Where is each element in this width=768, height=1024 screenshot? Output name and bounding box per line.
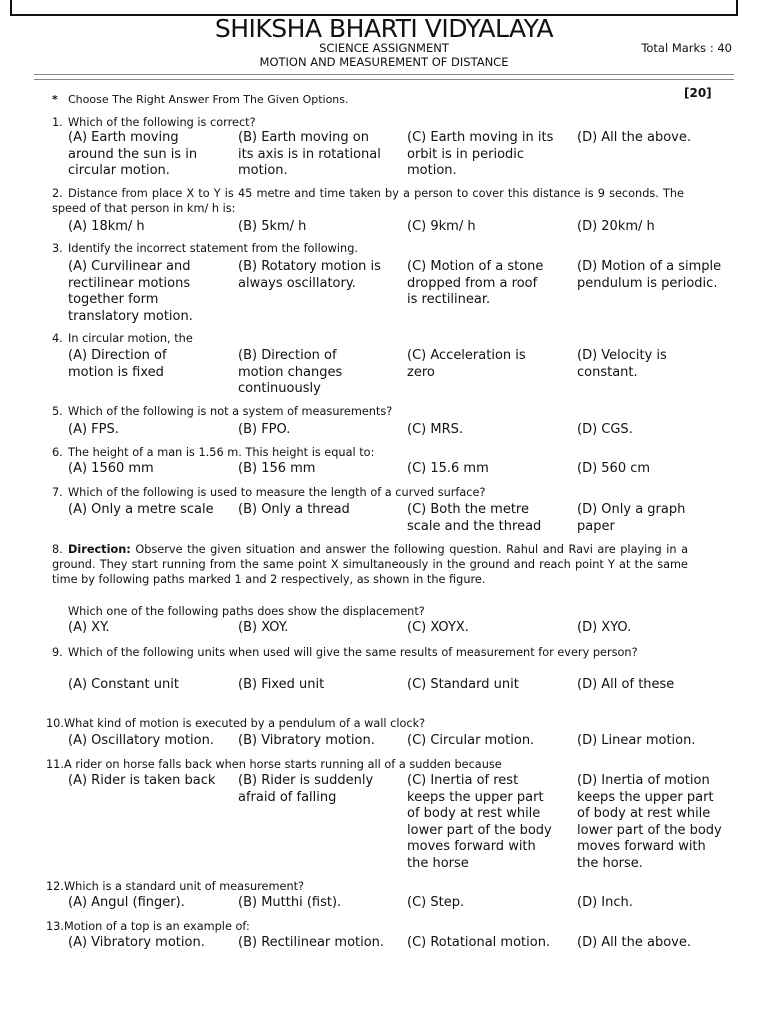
question-number: 6. — [52, 446, 63, 459]
question-2 — [52, 186, 684, 216]
option-c: (C) Step. — [407, 895, 465, 910]
option-d: (D) Linear motion. — [577, 733, 696, 748]
question-number: 12. — [46, 880, 64, 893]
question-number: 11. — [46, 758, 64, 771]
question-number: 8. — [52, 543, 63, 556]
section-instruction — [52, 93, 349, 106]
option-a: (A) Constant unit — [68, 677, 179, 692]
question-6 — [52, 445, 692, 460]
question-13 — [46, 919, 686, 934]
question-1 — [52, 115, 692, 130]
option-d: (D) 20km/ h — [577, 219, 655, 234]
question-text: Which is a standard unit of measurement? — [64, 880, 305, 893]
option-c: (C) Both the metre scale and the thread — [407, 502, 542, 534]
option-a: (A) Earth moving around the sun is in circular motion. — [68, 130, 198, 178]
option-b: (B) 156 mm — [238, 461, 316, 476]
option-b: (B) 5km/ h — [238, 219, 307, 234]
option-c: (C) 15.6 mm — [407, 461, 489, 476]
question-number: 2. — [52, 187, 63, 200]
question-text: Identify the incorrect statement from the following. — [68, 242, 358, 255]
option-a: (A) FPS. — [68, 422, 119, 437]
option-b: (B) Earth moving on its axis is in rotational motion. — [238, 130, 381, 178]
question-8 — [52, 542, 688, 587]
option-b: (B) Mutthi (fist). — [238, 895, 342, 910]
option-a: (A) Oscillatory motion. — [68, 733, 214, 748]
option-d: (D) All of these — [577, 677, 675, 692]
question-number: 13. — [46, 920, 64, 933]
question-lead: Direction: — [68, 543, 131, 556]
question-9 — [52, 645, 684, 660]
assignment-title: SCIENCE ASSIGNMENT — [319, 41, 449, 55]
option-b: (B) Rectilinear motion. — [238, 935, 385, 950]
option-a: (A) Curvilinear and rectilinear motions together form translatory motion. — [68, 259, 193, 324]
question-text: Which of the following is used to measure the length of a curved surface? — [68, 486, 486, 499]
question-text: The height of a man is 1.56 m. This height is equal to: — [68, 446, 375, 459]
question-number: 10. — [46, 717, 64, 730]
question-number: 5. — [52, 405, 63, 418]
chapter-title: MOTION AND MEASUREMENT OF DISTANCE — [259, 55, 509, 69]
question-7 — [52, 485, 692, 500]
option-d: (D) XYO. — [577, 620, 632, 635]
question-11 — [46, 757, 686, 772]
option-d: (D) Inch. — [577, 895, 633, 910]
question-text: Which of the following is correct? — [68, 116, 256, 129]
question-text: A rider on horse falls back when horse starts running all of a sudden because — [64, 758, 502, 771]
question-text: Distance from place X to Y is 45 metre and time taken by a person to cover this distance is 9 seconds. The speed of that person in km/ h is: — [52, 187, 684, 215]
option-a: (A) XY. — [68, 620, 110, 635]
option-b: (B) Vibratory motion. — [238, 733, 375, 748]
question-text: What kind of motion is executed by a pendulum of a wall clock? — [64, 717, 426, 730]
option-b: (B) XOY. — [238, 620, 289, 635]
question-subtext: Which one of the following paths does show the displacement? — [68, 605, 425, 618]
question-number: 1. — [52, 116, 63, 129]
bullet-icon: * — [52, 93, 58, 106]
school-name: SHIKSHA BHARTI VIDYALAYA — [214, 14, 554, 43]
option-a: (A) Vibratory motion. — [68, 935, 205, 950]
option-b: (B) Rider is suddenly afraid of falling — [238, 773, 374, 805]
question-number: 3. — [52, 242, 63, 255]
option-b: (B) Direction of motion changes continuously — [238, 348, 343, 396]
option-c: (C) MRS. — [407, 422, 463, 437]
question-10 — [46, 716, 686, 731]
header-rule-2 — [34, 79, 734, 80]
option-d: (D) 560 cm — [577, 461, 651, 476]
total-marks: Total Marks : 40 — [641, 41, 732, 55]
option-c: (C) Inertia of rest keeps the upper part of body at rest while lower part of the body moves forward with the horse — [407, 773, 552, 871]
option-a: (A) Rider is taken back — [68, 773, 216, 788]
option-c: (C) Earth moving in its orbit is in periodic motion. — [407, 130, 554, 178]
header-rule-1 — [34, 74, 734, 75]
instruction-text: Choose The Right Answer From The Given Options. — [68, 93, 349, 106]
option-a: (A) 18km/ h — [68, 219, 145, 234]
question-3 — [52, 241, 692, 256]
option-d: (D) Motion of a simple pendulum is periodic. — [577, 259, 722, 291]
question-number: 7. — [52, 486, 63, 499]
question-number: 4. — [52, 332, 63, 345]
question-5 — [52, 404, 692, 419]
option-d: (D) Velocity is constant. — [577, 348, 667, 380]
option-d: (D) CGS. — [577, 422, 633, 437]
option-c: (C) Acceleration is zero — [407, 348, 526, 380]
option-c: (C) Rotational motion. — [407, 935, 551, 950]
option-d: (D) Inertia of motion keeps the upper part of body at rest while lower part of the body moves forward with the horse. — [577, 773, 722, 871]
option-c: (C) 9km/ h — [407, 219, 476, 234]
option-c: (C) Motion of a stone dropped from a roof is rectilinear. — [407, 259, 544, 307]
question-text: In circular motion, the — [68, 332, 193, 345]
question-text: Which of the following is not a system of measurements? — [68, 405, 393, 418]
question-12 — [46, 879, 686, 894]
question-4 — [52, 331, 692, 346]
option-a: (A) Angul (finger). — [68, 895, 185, 910]
option-a: (A) 1560 mm — [68, 461, 154, 476]
option-d: (D) Only a graph paper — [577, 502, 686, 534]
option-a: (A) Direction of motion is fixed — [68, 348, 167, 380]
option-c: (C) Circular motion. — [407, 733, 535, 748]
option-d: (D) All the above. — [577, 935, 691, 950]
option-b: (B) Only a thread — [238, 502, 350, 517]
option-b: (B) Rotatory motion is always oscillatory. — [238, 259, 381, 291]
question-number: 9. — [52, 646, 63, 659]
option-c: (C) XOYX. — [407, 620, 469, 635]
option-b: (B) Fixed unit — [238, 677, 325, 692]
option-b: (B) FPO. — [238, 422, 291, 437]
option-c: (C) Standard unit — [407, 677, 519, 692]
option-a: (A) Only a metre scale — [68, 502, 214, 517]
option-d: (D) All the above. — [577, 130, 691, 145]
question-text: Motion of a top is an example of: — [64, 920, 250, 933]
question-text: Observe the given situation and answer the following question. Rahul and Ravi are playing in a ground. They start running from the same point X simultaneously in the ground and reach point Y at the same time by following paths marked 1 and 2 respectively, as shown in the figure. — [52, 543, 688, 586]
question-text: Which of the following units when used will give the same results of measurement for every person? — [68, 646, 638, 659]
section-marks: [20] — [684, 86, 712, 100]
